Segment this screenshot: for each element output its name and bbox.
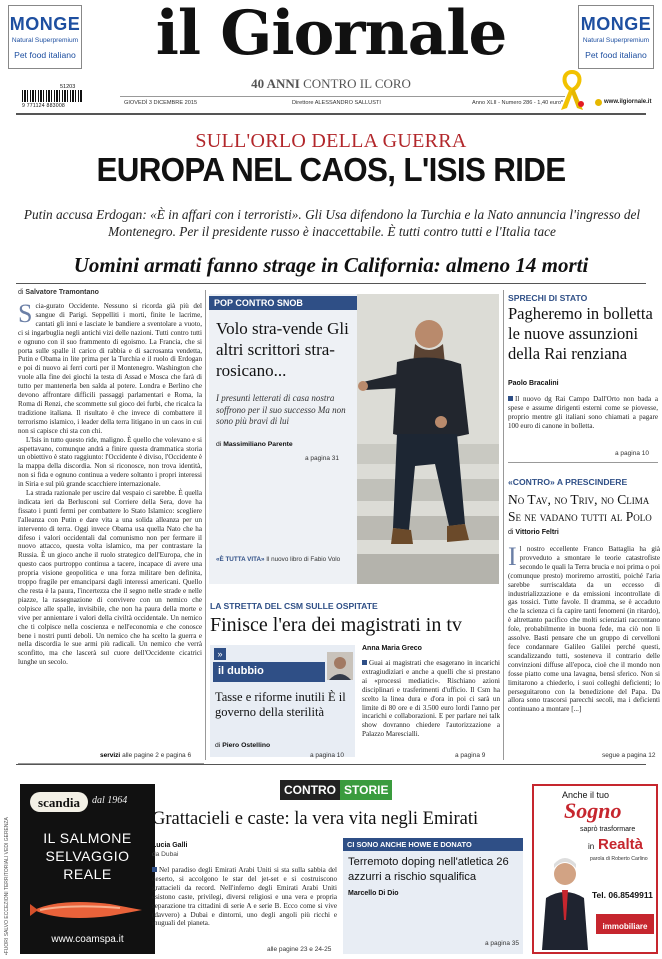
feature-kicker: POP CONTRO SNOB: [209, 296, 357, 310]
dubbio-headline[interactable]: Tasse e riforme inutili È il governo della sterilità: [215, 690, 346, 719]
prescindere-byline: [508, 529, 559, 536]
motto-rest: CONTRO IL CORO: [303, 76, 411, 91]
lead-kicker: SULL'ORLO DELLA GUERRA: [195, 130, 467, 152]
prescindere-byline-prefix: di: [508, 529, 514, 536]
monge-line2: Pet food italiano: [14, 50, 76, 60]
csm-text: [362, 659, 500, 751]
sogno-ad[interactable]: [532, 784, 658, 954]
prescindere-author: Vittorio Feltri: [515, 529, 559, 536]
scandia-ad[interactable]: [20, 784, 155, 954]
editorial-p1: cia-gurato Occidente. Nessuno si ricorda già più del sangue di Parigi. Seppelliti i morti, finite le lacrime, cantati gli inni e lasciate le bandiere a sventolare a vuoto, ci si ingarbuglia negli antichi vizi delle nazioni. Tutti contro tutti e ognuno con il suo frammento di egoismo. La Francia, che si porta sulle spalle il carico di rabbia e di sacrosanta vendetta, Putin e Obama in lite prima per la Turchia e il ruolo di Erdogan e poi di nuovo ai ferri corti per il Montenegro. Washington che vuole alla fine dei giochi la testa di Assad e Mosca che farà di tutto per mantenerla ben salda al potere. Londra e Berlino che devono affrontare difficili passaggi parlamentari e Roma, la Roma di Renzi, che scommette sul gioco dei furbi, che ricalca la tradizione italiana. Il risultato è che invece di combattere il terrorismo islamico, i leader della terra litigano in un caos in cui non si capisce chi sta con chi.: [18, 302, 202, 435]
csm-page[interactable]: a pagina 9: [455, 752, 486, 759]
barcode-bars: [22, 90, 82, 102]
scandia-line1: IL SALMONE: [43, 830, 132, 846]
editorial-dropcap: S: [18, 302, 33, 328]
website-link[interactable]: www.ilgiornale.it: [604, 99, 652, 105]
csm-kicker: LA STRETTA DEL CSM SULLE OSPITATE: [210, 601, 378, 611]
director: Direttore ALESSANDRO SALLUSTI: [292, 100, 381, 106]
monge-line1: Natural Superpremium: [582, 37, 650, 44]
prescindere-body: l nostro eccellente Franco Battaglia ha già provveduto a smontare le teorie catastrofiste secondo le quali la Terra brucia e noi prima o poi (comunque presto) moriremo arrostiti, poiché l'aria sarebbe surriscaldata da un eccesso di industrializzazione e da emissioni incontrollate di gas tossici. Tutte favole. Il dramma, se è accaduto che la scienza ci fa capire tanti fenomeni (in ritardo), è altrettanto pacifico che molti scienziati raccontano fole, probabilmente in buona fede, ma ciò non li assolve. Basti pensare che un gruppo di cervelloni fece condannare Galileo Galilei perché questi, scandalizzando tutti, sosteneva il contrario delle convinzioni diffuse all'epoca, cioè che il mondo non fosse piatto come una lavagna, bensì sferico. Non si limitarono a chiederlo, i suoi colleghi deficienti; lo perseguitarono con la benedizione del Papa. Da allora sono trascorsi parecchi secoli, ma i deficienti continuano a montare [...]: [508, 545, 660, 714]
scandia-brand: scandia: [38, 795, 80, 810]
carlino-photo: [538, 850, 592, 950]
dubbio-mark-icon: »: [214, 648, 226, 660]
feature-page[interactable]: a pagina 31: [305, 455, 339, 462]
sogno-brand-text: immobiliare: [602, 922, 648, 931]
dubbio-portrait: [327, 652, 353, 680]
side-note: •FUORI SALVO ECCEZIONI TERRITORIALI VEDI GERENZA: [4, 817, 10, 955]
csm-author: Anna Maria Greco: [362, 645, 422, 652]
dubbio-byline: [215, 742, 270, 749]
prescindere-kicker: «CONTRO» A PRESCINDERE: [508, 477, 628, 487]
storie-label: [280, 779, 400, 801]
editorial-continues-pages: alle pagine 2 e pagina 6: [122, 752, 192, 759]
rai-author: Paolo Bracalini: [508, 380, 559, 387]
salmon-icon: [30, 896, 145, 924]
scandia-line3: REALE: [63, 866, 112, 882]
monge-ad-right[interactable]: [578, 5, 654, 69]
sogno-line2: saprò trasformare: [580, 826, 636, 833]
storie-body: Nel paradiso degli Emirati Arabi Uniti si sta sulla sabbia del deserto, si accolgono le star del jet-set e si costruiscono grattacieli da record. Nell'inferno degli Emirati Arabi Uniti esistono caste, privilegi, diversi religiosi e una vera e propria separazione tra cittadini di serie A e serie B. Ecco come si vive (davvero) a Dubai e dintorni, uno degli angoli più ricchi e inuguali del pianeta.: [152, 866, 337, 928]
rai-bullet-icon: [508, 396, 513, 401]
sogno-phone[interactable]: Tel. 06.8549911: [592, 890, 653, 900]
editorial-continues[interactable]: [100, 752, 191, 759]
dubbio-page[interactable]: a pagina 10: [310, 752, 344, 759]
doping-kicker: CI SONO ANCHE HOWE E DONATO: [343, 838, 523, 851]
fabio-volo-photo[interactable]: [357, 294, 499, 584]
storie-headline[interactable]: Grattacieli e caste: la vera vita negli Emirati: [152, 809, 479, 829]
csm-headline[interactable]: Finisce l'era dei magistrati in tv: [210, 614, 462, 636]
dubbio-label: il dubbio: [218, 665, 264, 677]
prescindere-dropcap: I: [508, 545, 517, 571]
scandia-line2: SELVAGGIO: [45, 848, 130, 864]
scandia-brand-badge: [30, 792, 88, 812]
rai-kicker: SPRECHI DI STATO: [508, 293, 588, 303]
prescindere-text: [508, 545, 660, 747]
feature-caption-text: Il nuovo libro di Fabio Volo: [266, 556, 341, 563]
issue-number: Anno XLII - Numero 286 - 1,40 euro*: [472, 100, 564, 106]
sogno-word2: Realtà: [598, 836, 644, 853]
editorial-byline-prefix: di: [18, 289, 24, 296]
csm-body: Guai ai magistrati che esagerano in incarichi extragiudiziari e anche a quelli che si prestano ai «processi mediatici». Rischiano azioni disciplinari e trasferimenti d'ufficio. Il Csm ha scelto la linea dura e d'ora in poi ci sarà un limite di 80 ore e di 3.500 euro lordi l'anno per incarichi e collaborazioni. E per parlare nei talk show dovranno chiedere l'autorizzazione a Palazzo Marescialli.: [362, 659, 500, 739]
feature-caption: [216, 556, 352, 564]
scandia-url[interactable]: www.coamspa.it: [51, 934, 124, 945]
monge-brand: MONGE: [580, 14, 652, 34]
barcode-digits: 9 771124 883008: [22, 103, 66, 109]
storie-page[interactable]: alle pagine 23 e 24-25: [267, 946, 332, 953]
sogno-line3: in: [588, 842, 595, 851]
storie-dateline: da Dubai: [152, 851, 179, 858]
sogno-line1: Anche il tuo: [562, 790, 610, 800]
website-icon: [595, 99, 602, 106]
editorial-byline: [18, 289, 99, 296]
monge-brand: MONGE: [9, 14, 81, 34]
storie-label-storie: STORIE: [340, 780, 392, 800]
yellow-ribbon-icon: [557, 68, 587, 112]
storie-text: [152, 866, 337, 944]
dubbio-author: Piero Ostellino: [222, 742, 271, 749]
storie-bullet-icon: [152, 867, 157, 872]
editorial-p3: La strada razionale per uscire dal vespaio ci sarebbe. È quella indicata ieri da Berlusconi sul Corriere della Sera, dove ha fissato i punti fermi per combattere lo Stato Islamico: scegliere l'alleanza con Putin e dare vita a una solida alleanza per un intervento di terra. Oggi invece Obama usa quella Nato che ha difeso i valori occidentali dal comunismo non per fermare il nuovo attacco, questa volta islamico, ma per contrastare la Russia. È un gioco anche il ruolo strategico dell'Europa, che in questo caos purtroppo continua a tacere, incapace di avere una propria visione geopolitica e una forza militare ben definita, troppo fragile per emanciparsi dagli interessi americani. Quello che resta è la paura, l'incertezza che il segno nelle strade e nelle piazze, la rassegnazione di convivere con un nemico che colpisce alle spalle, invisibile, che non ha paura della morte e vive per annientare i valori della civiltà occidentale. Un nemico che ti colpisce nella coscienza e nell'economia e che conosce bene i nostri punti deboli. Un nemico che ha scelto la guerra e nella discordia le sue armi più radicali. Un nemico che verrà sconfitto, ma che lascerà sul cuore dell'Occidente cicatrici lunghe un secolo.: [18, 489, 202, 667]
monge-ad-left[interactable]: [8, 5, 82, 69]
doping-page[interactable]: a pagina 35: [485, 940, 519, 947]
issue-date: GIOVEDÌ 3 DICEMBRE 2015: [124, 100, 198, 106]
prescindere-headline[interactable]: No Tav, no Triv, no Clima Se ne vadano tutti al Polo: [508, 492, 652, 524]
feature-headline[interactable]: Volo stra-vende Gli altri scrittori stra-rosicano...: [216, 319, 349, 380]
monge-line2: Pet food italiano: [585, 50, 647, 60]
secondary-headline[interactable]: Uomini armati fanno strage in California: almeno 14 morti: [73, 253, 589, 277]
rai-page[interactable]: a pagina 10: [615, 450, 649, 457]
feature-byline: [216, 441, 293, 448]
monge-line1: Natural Superpremium: [11, 37, 79, 44]
dubbio-byline-prefix: di: [215, 742, 221, 749]
lead-headline[interactable]: EUROPA NEL CAOS, L'ISIS RIDE: [96, 151, 566, 188]
barcode-number: 51203: [60, 84, 76, 90]
feature-byline-prefix: di: [216, 441, 222, 448]
editorial-text: [18, 302, 202, 746]
doping-author: Marcello Di Dio: [348, 890, 399, 897]
rai-body: Il nuovo dg Rai Campo Dall'Orto non bada a spese e assume dirigenti esterni come se piovesse, proprio mentre gli italiani sono chiamati a pagare 100 euro di canone in bolletta.: [508, 395, 658, 430]
barcode: [22, 84, 82, 110]
sogno-brand: [596, 914, 654, 934]
scandia-since: dal 1964: [92, 795, 128, 806]
rai-headline[interactable]: Pagheremo in bolletta le nuove assunzioni della Rai renziana: [508, 304, 653, 363]
doping-headline[interactable]: Terremoto doping nell'atletica 26 azzurri a rischio squalifica: [348, 856, 509, 883]
rai-text: [508, 395, 658, 450]
storie-author: Lucia Galli: [152, 842, 188, 849]
storie-label-contro: CONTRO: [280, 780, 340, 800]
editorial-p2: L'Isis in tutto questo ride, maligno. È quello che volevano e si aspettavano, comunque andrà a finire questa drammatica storia un obiettivo è stato raggiunto: l'Occidente è diviso, l'Occidente è la mappa della discordia. Non si riconosce, non trova identità, non si fida e ognuno continua a vedere soltanto i propri interessi in Siria e sul più grande scacchiere internazionale.: [18, 435, 202, 489]
feature-summary: I presunti letterati di casa nostra soffrono per il suo successo Ma non sono più bravi di lui: [216, 393, 346, 426]
sogno-line4: parola di Roberto Carlino: [590, 856, 648, 862]
sogno-word: Sogno: [564, 798, 622, 823]
lead-summary: Putin accusa Erdogan: «È in affari con i terroristi». Gli Usa difendono la Turchia e la Nato annuncia l'ingresso del Montenegro. Per il presidente russo è inaccettabile. È tutti contro tutti e l'Italia tace: [23, 207, 641, 239]
editorial-continues-label: servizi: [100, 752, 121, 759]
feature-caption-tag: «È TUTTA VITA»: [216, 556, 265, 563]
editorial-author: Salvatore Tramontano: [25, 289, 99, 296]
motto-years: 40 ANNI: [251, 76, 300, 91]
masthead-title[interactable]: il Giornale: [155, 0, 507, 69]
feature-author: Massimiliano Parente: [223, 441, 293, 448]
csm-bullet-icon: [362, 660, 367, 665]
prescindere-page[interactable]: segue a pagina 12: [602, 752, 656, 759]
masthead-motto: [200, 76, 462, 92]
